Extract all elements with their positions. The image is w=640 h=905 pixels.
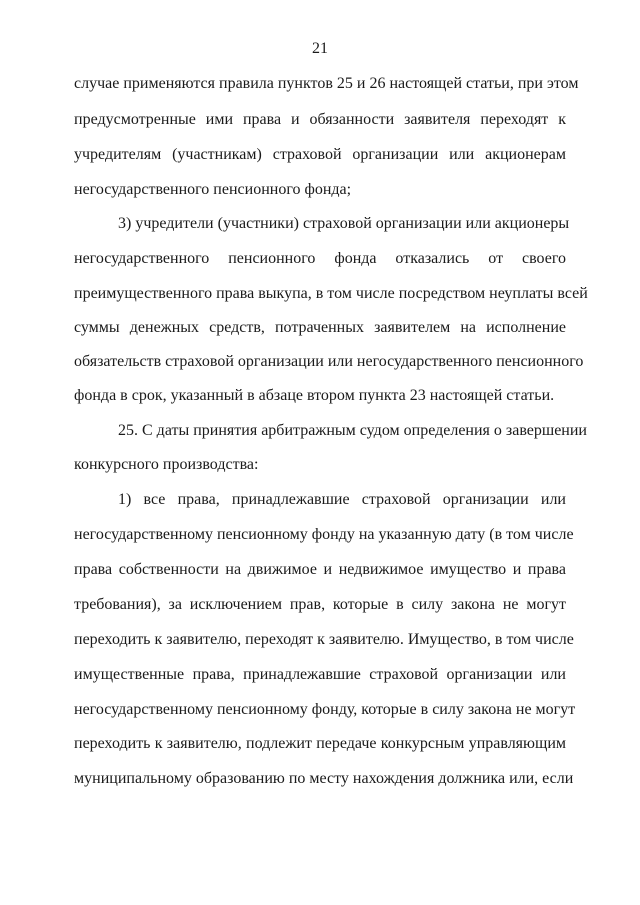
text-line: негосударственному пенсионному фонду, которые в силу закона не могут xyxy=(74,701,576,718)
text-line: предусмотренные ими права и обязанности заявителя переходят к xyxy=(74,111,566,128)
text-line: требования), за исключением прав, которые в силу закона не могут xyxy=(74,596,566,613)
text-line: суммы денежных средств, потраченных заявителем на исполнение xyxy=(74,319,566,336)
text-line: преимущественного права выкупа, в том числе посредством неуплаты всей xyxy=(74,285,588,302)
text-line: негосударственного пенсионного фонда; xyxy=(74,181,352,198)
text-line: 1) все права, принадлежавшие страховой организации или xyxy=(118,491,566,508)
text-line: переходить к заявителю, переходят к заявителю. Имущество, в том числе xyxy=(74,631,574,648)
text-line: муниципальному образованию по месту нахождения должника или, если xyxy=(74,770,574,787)
text-line: 25. С даты принятия арбитражным судом определения о завершении xyxy=(118,422,587,439)
text-line: переходить к заявителю, подлежит передаче конкурсным управляющим xyxy=(74,735,566,752)
text-line: фонда в срок, указанный в абзаце втором пункта 23 настоящей статьи. xyxy=(74,387,555,404)
page-number: 21 xyxy=(312,40,328,57)
text-line: имущественные права, принадлежавшие страховой организации или xyxy=(74,666,566,683)
text-line: негосударственному пенсионному фонду на указанную дату (в том числе xyxy=(74,526,574,543)
text-line: обязательств страховой организации или негосударственного пенсионного xyxy=(74,353,584,370)
text-line: права собственности на движимое и недвижимое имущество и права xyxy=(74,561,566,578)
text-line: конкурсного производства: xyxy=(74,456,259,473)
text-line: случае применяются правила пунктов 25 и 26 настоящей статьи, при этом xyxy=(74,75,579,92)
text-line: 3) учредители (участники) страховой организации или акционеры xyxy=(118,215,570,232)
text-line: негосударственного пенсионного фонда отказались от своего xyxy=(74,250,566,267)
text-line: учредителям (участникам) страховой организации или акционерам xyxy=(74,146,566,163)
